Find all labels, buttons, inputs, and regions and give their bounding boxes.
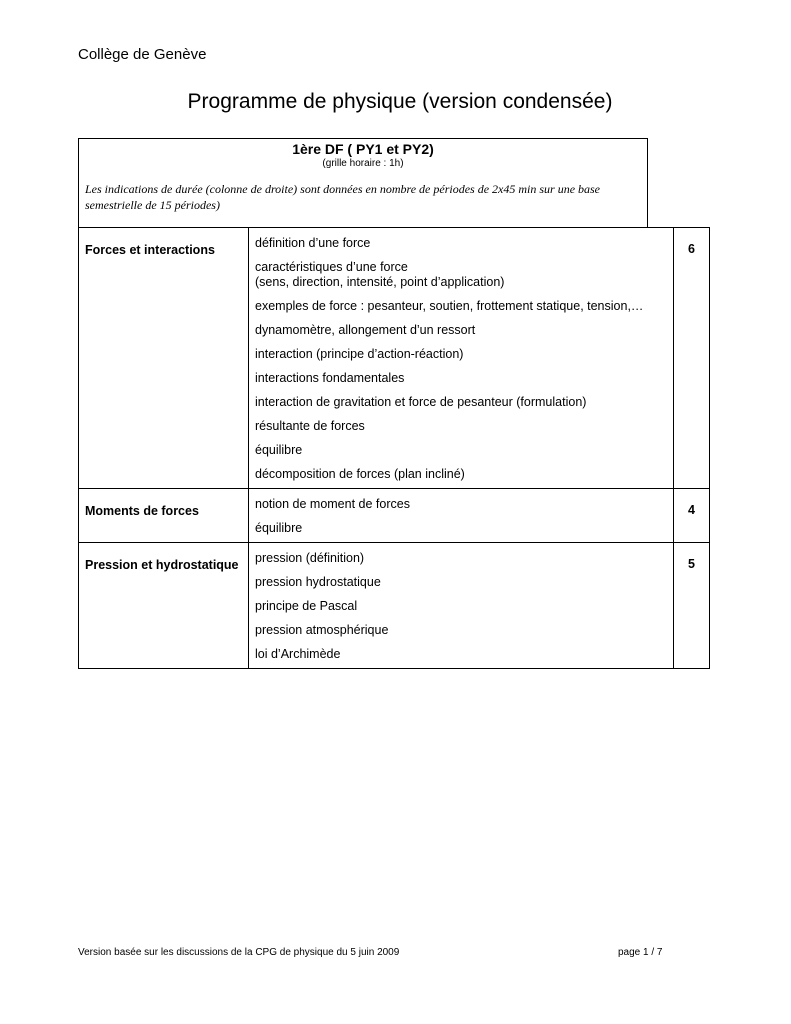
footer-version-note: Version basée sur les discussions de la CPG de physique du 5 juin 2009 — [78, 947, 400, 958]
topic-item: équilibre — [255, 521, 303, 535]
topic-item: dynamomètre, allongement d’un ressort — [255, 323, 476, 337]
section-duration: 4 — [674, 489, 710, 543]
document-title: Programme de physique (version condensée) — [187, 90, 613, 113]
topic-item: exemples de force : pesanteur, soutien, frottement statique, tension,… — [255, 299, 644, 313]
section-duration: 6 — [674, 228, 710, 489]
topic-item: décomposition de forces (plan incliné) — [255, 467, 465, 481]
topic-item: pression (définition) — [255, 551, 365, 565]
topic-item: caractéristiques d’une force (sens, direction, intensité, point d’application) — [255, 260, 505, 289]
section-row — [79, 489, 710, 543]
topic-item: résultante de forces — [255, 419, 365, 433]
section-category: Pression et hydrostatique — [79, 543, 249, 669]
topic-item: interactions fondamentales — [255, 371, 405, 385]
program-sheet — [78, 138, 695, 669]
program-table — [78, 227, 710, 669]
page-number: page 1 / 7 — [618, 947, 663, 958]
topic-item: notion de moment de forces — [255, 497, 410, 511]
section-row — [79, 228, 710, 489]
section-topics — [249, 489, 674, 543]
institution-name: Collège de Genève — [78, 46, 207, 63]
section-duration: 5 — [674, 543, 710, 669]
schedule-subtitle: (grille horaire : 1h) — [322, 158, 404, 169]
section-topics — [249, 543, 674, 669]
section-row — [79, 543, 710, 669]
intro-box — [78, 138, 648, 227]
topic-item: interaction (principe d’action-réaction) — [255, 347, 464, 361]
duration-note: Les indications de durée (colonne de droite) sont données en nombre de périodes de 2x45 min sur une base semestrielle de 15 périodes) — [85, 182, 601, 212]
topic-item: définition d’une force — [255, 236, 371, 250]
topic-item: équilibre — [255, 443, 303, 457]
section-category: Forces et interactions — [79, 228, 249, 489]
topic-item: interaction de gravitation et force de pesanteur (formulation) — [255, 395, 587, 409]
section-category: Moments de forces — [79, 489, 249, 543]
topic-item: principe de Pascal — [255, 599, 358, 613]
section-topics — [249, 228, 674, 489]
topic-item: pression hydrostatique — [255, 575, 381, 589]
level-title: 1ère DF ( PY1 et PY2) — [292, 141, 434, 157]
topic-item: pression atmosphérique — [255, 623, 389, 637]
topic-item: loi d’Archimède — [255, 647, 341, 661]
